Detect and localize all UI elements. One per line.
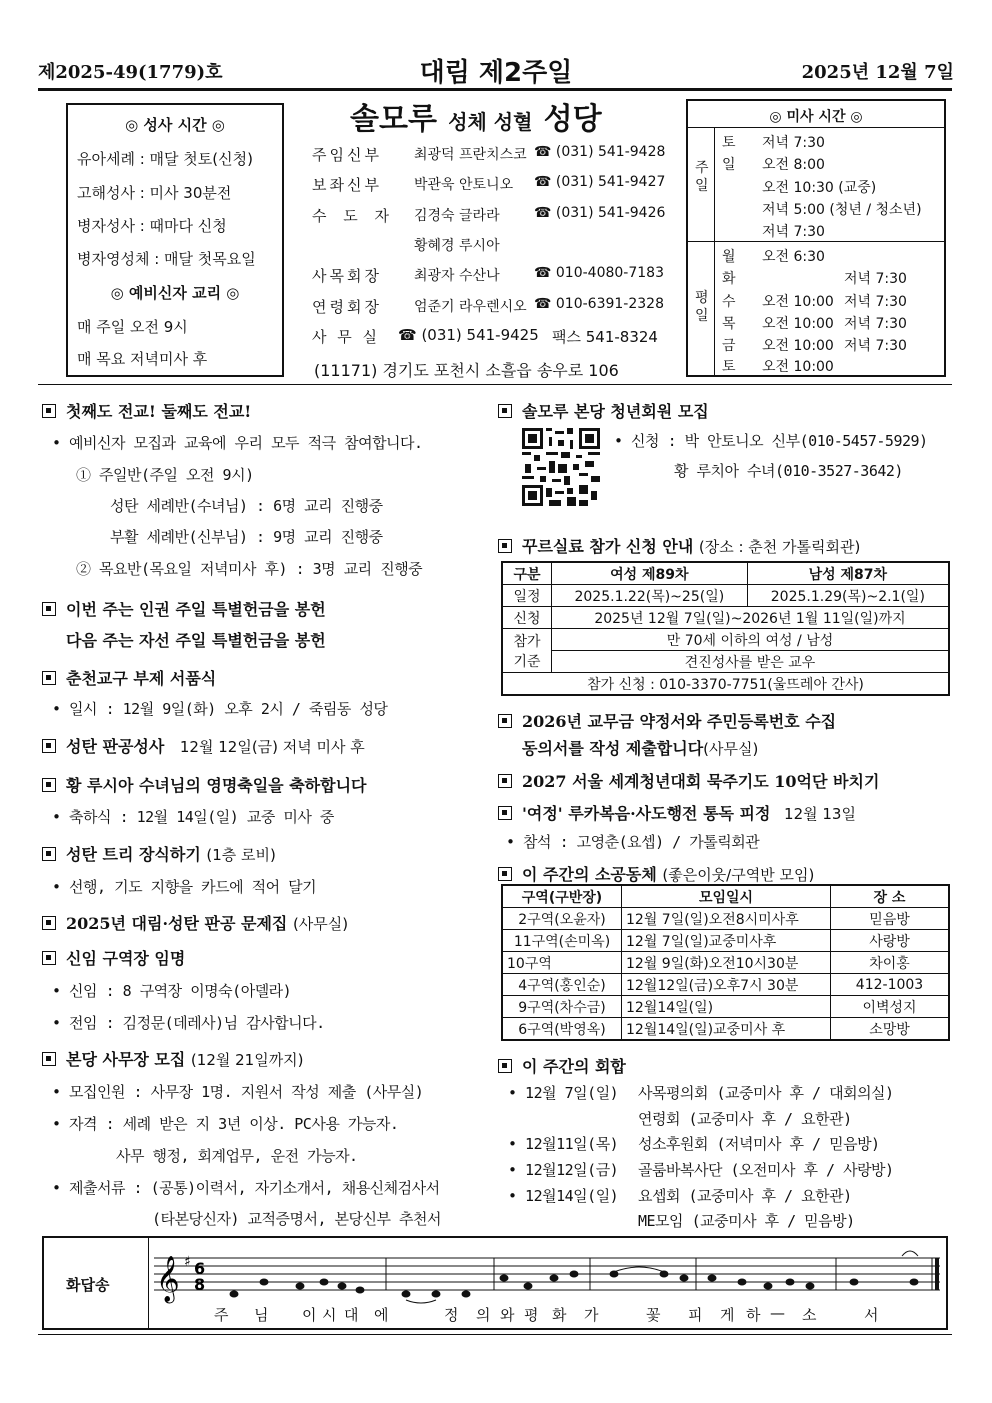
parish-address: (11171) 경기도 포천시 소흘읍 송우로 106: [314, 361, 619, 380]
staff-phone: ☎ 010-4080-7183: [534, 265, 664, 281]
text-line: ① 주일반(주일 오전 9시): [76, 466, 254, 484]
section-title: 이 주간의 소공동체: [522, 865, 657, 884]
staff-role: 사목회장: [312, 267, 382, 285]
lyric-syllable: 님: [254, 1306, 269, 1324]
table-header: 여성 제89차: [552, 562, 748, 585]
text-line: • 자격 : 세례 받은 지 3년 이상. PC사용 가능자.: [52, 1115, 399, 1133]
text-line: • 선행, 기도 지향을 카드에 적어 달기: [52, 878, 317, 896]
section-heading: [42, 597, 326, 620]
section-rule: [38, 384, 952, 385]
text-line: • 전임 : 김정문(데레사)님 감사합니다.: [52, 1014, 325, 1032]
section-title: 첫째도 전교! 둘째도 전교!: [66, 402, 252, 421]
catechism-title: ◎ 예비신자 교리 ◎: [110, 284, 240, 302]
lyric-syllable: 피: [688, 1306, 703, 1324]
text-line: • 축하식 : 12월 14일(일) 교중 미사 중: [52, 808, 334, 826]
staff-role: 수 도 자: [312, 207, 396, 225]
section-title: 황 루시아 수녀님의 영명축일을 축하합니다: [66, 776, 367, 795]
meeting-desc: 골룸바복사단 (오전미사 후 / 사랑방): [638, 1161, 894, 1179]
mass-title: ◎ 미사 시간 ◎: [769, 109, 863, 125]
bullet-square-icon: [42, 847, 56, 861]
mass-title-rule: [688, 127, 944, 128]
issue-number: 제2025-49(1779)호: [38, 62, 223, 83]
parish-name-main: 솔모루: [350, 102, 437, 137]
table-cell: 2025.1.29(목)~2.1(일): [747, 585, 949, 607]
meeting-desc: ME모임 (교중미사 후 / 믿음방): [638, 1212, 855, 1230]
section-subtitle: 12월 12일(금) 저녁 미사 후: [179, 738, 365, 756]
bullet-square-icon: [42, 1052, 56, 1066]
table-cell: 12월 7일(일)교중미사후: [622, 930, 831, 952]
staff-role: 보좌신부: [312, 176, 382, 194]
table-header: 장 소: [831, 885, 950, 908]
table-cell: 11구역(손미옥): [502, 930, 622, 952]
table-row: [502, 952, 949, 974]
text-line: • 예비신자 모집과 교육에 우리 모두 적극 참여합니다.: [52, 434, 423, 452]
svg-text:6: 6: [194, 1259, 206, 1278]
mass-day: 수: [722, 294, 736, 310]
bullet-square-icon: [498, 774, 512, 788]
table-header: 구역(구반장): [502, 885, 622, 908]
section-heading: [498, 709, 836, 732]
text-line: 성탄 세례반(수녀님) : 6명 교리 진행중: [110, 497, 383, 515]
section-heading: [42, 666, 216, 689]
section-title: 이 주간의 회합: [522, 1057, 626, 1076]
catechism-line: 매 주일 오전 9시: [77, 318, 188, 336]
bullet-square-icon: [498, 404, 512, 418]
office-role: 사 무 실: [312, 328, 381, 346]
section-heading: [498, 1054, 626, 1077]
section-title: 꾸르실료 참가 신청 안내: [522, 537, 694, 556]
mass-section-rule: [688, 241, 944, 242]
page-title: 대림 제2주일: [419, 58, 573, 88]
sacrament-box: [66, 103, 284, 377]
staff-phone: ☎ (031) 541-9427: [534, 174, 666, 190]
staff-phone: ☎ 010-6391-2328: [534, 296, 664, 312]
sacrament-line: 병자성사 : 때마다 신청: [77, 217, 227, 235]
qr-code-icon: [522, 428, 600, 506]
lyric-syllable: 서: [864, 1306, 879, 1324]
table-cell: 이벽성지: [831, 996, 950, 1018]
bullet-square-icon: [498, 867, 512, 881]
table-cell: 412-1003: [831, 974, 950, 996]
meeting-date: • 12월 7일(일): [508, 1084, 619, 1102]
crit-label: 참가: [513, 633, 541, 650]
staff-name: 엄준기 라우렌시오: [414, 299, 527, 315]
lyric-syllable: 화: [552, 1306, 567, 1324]
lyric-syllable: 이: [302, 1306, 317, 1324]
section-subtitle: (12월 21일까지): [190, 1051, 304, 1069]
table-cell: 참가 신청 : 010-3370-7751(울뜨레아 간사): [502, 673, 949, 696]
table-cell: 일정: [502, 585, 552, 607]
lyric-syllable: 소: [802, 1306, 817, 1324]
sunday-label: 주일: [695, 160, 709, 194]
psalm-lyrics: [214, 1304, 914, 1326]
bullet-square-icon: [498, 806, 512, 820]
section-subtitle: (좋은이웃/구역반 모임): [662, 866, 815, 884]
mass-day: 화: [722, 271, 736, 287]
lyric-syllable: 와: [500, 1306, 515, 1324]
table-row: [502, 996, 949, 1018]
table-cell: 차이홍: [831, 952, 950, 974]
table-cell: 12월12일(금)오후7시 30분: [622, 974, 831, 996]
table-header: 구분: [502, 562, 552, 585]
community-table: [501, 884, 950, 1041]
mass-time: 저녁 7:30: [844, 271, 907, 287]
section-title: 춘천교구 부제 서품식: [66, 669, 217, 688]
mass-time: 오전 10:30 (교중): [762, 180, 877, 196]
mass-time: 오전 10:00: [762, 338, 834, 354]
table-cell: 견진성사를 받은 교우: [552, 651, 950, 673]
sacrament-line: 유아세례 : 매달 첫토(신청): [77, 150, 253, 168]
sacrament-title: ◎ 성사 시간 ◎: [125, 116, 225, 134]
meeting-date: • 12월11일(목): [508, 1135, 619, 1153]
bullet-square-icon: [498, 1059, 512, 1073]
psalm-label: 화답송: [66, 1276, 110, 1294]
text-line: 사무 행정, 회계업무, 운전 가능자.: [116, 1147, 358, 1165]
staff-name: 최광자 수산나: [414, 268, 500, 284]
svg-text:8: 8: [194, 1275, 206, 1294]
bullet-square-icon: [498, 714, 512, 728]
issue-date: 2025년 12월 7일: [801, 62, 954, 83]
section-title: 성탄 판공성사: [66, 737, 165, 756]
table-header: 남성 제87차: [747, 562, 949, 585]
mass-day: 토: [722, 359, 736, 375]
text-line: (타본당신자) 교적증명서, 본당신부 추천서: [152, 1210, 442, 1228]
crit-label: 기준: [513, 653, 541, 670]
bullet-square-icon: [42, 404, 56, 418]
text-line: 부활 세례반(신부님) : 9명 교리 진행중: [110, 528, 383, 546]
sacrament-line: 병자영성체 : 매달 첫목요일: [77, 250, 256, 268]
section-heading: [42, 773, 367, 796]
mass-time: 저녁 7:30: [762, 135, 825, 151]
section-heading: [498, 862, 814, 885]
mass-day: 일: [722, 157, 736, 173]
section-subtitle: (장소 : 춘천 가톨릭회관): [698, 538, 861, 556]
sacrament-line: 고해성사 : 미사 30분전: [77, 184, 232, 202]
mass-time: 오전 10:00: [762, 359, 834, 375]
mass-time: 저녁 5:00 (청년 / 청소년): [762, 202, 922, 218]
table-cell: 사랑방: [831, 930, 950, 952]
psalm-divider: [148, 1238, 149, 1328]
staff-phone: ☎ (031) 541-9428: [534, 144, 666, 160]
staff-name: 박관욱 안토니오: [414, 177, 514, 193]
section-heading: [42, 734, 365, 757]
table-cell: 믿음방: [831, 908, 950, 930]
staff-name: 황혜경 루시아: [414, 238, 500, 254]
section-title-2: [522, 736, 758, 759]
bullet-square-icon: [42, 671, 56, 685]
parish-name-end: 성당: [543, 102, 602, 137]
meeting-date: • 12월12일(금): [508, 1161, 619, 1179]
parish-name: [350, 94, 602, 138]
section-title: 신임 구역장 임명: [66, 949, 186, 968]
mass-time: 저녁 7:30: [844, 338, 907, 354]
table-row: [502, 974, 949, 996]
lyric-syllable: 하: [746, 1306, 761, 1324]
text-line: • 제출서류 : (공통)이력서, 자기소개서, 채용신체검사서: [52, 1179, 440, 1197]
psalm-box: [42, 1236, 948, 1330]
mass-time: 저녁 7:30: [762, 224, 825, 240]
staff-phone: ☎ (031) 541-9426: [534, 205, 666, 221]
bullet-square-icon: [498, 539, 512, 553]
text-line: • 일시 : 12월 9일(화) 오후 2시 / 죽림동 성당: [52, 700, 388, 718]
section-title: 이번 주는 인권 주일 특별헌금을 봉헌: [66, 600, 326, 619]
text-line: • 모집인원 : 사무장 1명. 지원서 작성 제출 (사무실): [52, 1083, 424, 1101]
lyric-syllable: 평: [524, 1306, 539, 1324]
lyric-syllable: 시: [322, 1306, 337, 1324]
section-title-2: 다음 주는 자선 주일 특별헌금을 봉헌: [66, 631, 326, 650]
table-cell: 2구역(오윤자): [502, 908, 622, 930]
lyric-syllable: 대: [344, 1306, 359, 1324]
footer-rule: [38, 1334, 952, 1335]
table-cell: 신청: [502, 607, 552, 629]
mass-time: 오전 10:00: [762, 316, 834, 332]
staff-name: 최광덕 프란치스코: [414, 147, 527, 163]
table-cell: 9구역(차수금): [502, 996, 622, 1018]
section-title: 2025년 대림·성탄 판공 문제집: [66, 914, 288, 933]
section-heading: [42, 842, 276, 865]
section-subtitle: (사무실): [292, 915, 349, 933]
mass-day-rule: [714, 127, 715, 375]
meeting-desc: 연령회 (교중미사 후 / 요한관): [638, 1110, 852, 1128]
parish-name-mid: 성체 성혈: [448, 110, 533, 134]
svg-text:♯: ♯: [184, 1254, 191, 1270]
section-title: 2027 서울 세계청년대회 묵주기도 10억단 바치기: [522, 772, 880, 791]
section-subtitle: (1층 로비): [206, 846, 276, 864]
mass-day: 목: [722, 316, 736, 332]
table-row: [502, 908, 949, 930]
table-cell: 4구역(홍인순): [502, 974, 622, 996]
section-heading: [42, 399, 251, 422]
section-subtitle: (사무실): [703, 740, 759, 758]
meeting-date: • 12월14일(일): [508, 1187, 619, 1205]
section-heading: [498, 801, 856, 824]
mass-day: 월: [722, 249, 736, 265]
table-cell: 12월14일(일)교중미사 후: [622, 1018, 831, 1041]
staff-role: 주임신부: [312, 146, 382, 164]
table-row: [502, 1018, 949, 1041]
mass-day: 토: [722, 135, 736, 151]
lyric-syllable: 에: [374, 1306, 389, 1324]
lyric-syllable: 가: [584, 1306, 599, 1324]
table-cell: 12월 9일(화)오전10시30분: [622, 952, 831, 974]
text-line: 황 루치아 수녀(010-3527-3642): [674, 462, 903, 480]
mass-time: 오전 6:30: [762, 249, 825, 265]
bullet-square-icon: [42, 778, 56, 792]
lyric-syllable: —: [770, 1304, 785, 1322]
lyric-syllable: 게: [720, 1306, 735, 1324]
text-line: • 신청 : 박 안토니오 신부(010-5457-5929): [614, 432, 928, 450]
section-heading: [42, 946, 185, 969]
text-line: • 참석 : 고영춘(요셉) / 가톨릭회관: [506, 833, 760, 851]
table-cell: 12월14일(일): [622, 996, 831, 1018]
table-cell: 소망방: [831, 1018, 950, 1041]
table-cell: 10구역: [502, 952, 622, 974]
section-heading: [498, 399, 709, 422]
lyric-syllable: 의: [476, 1306, 491, 1324]
psalm-music-staff: [154, 1244, 940, 1304]
table-cell: [502, 629, 552, 673]
bullet-square-icon: [42, 951, 56, 965]
section-title-2-text: 동의서를 작성 제출합니다: [522, 739, 704, 758]
text-line: • 신임 : 8 구역장 이명숙(아델라): [52, 982, 292, 1000]
lyric-syllable: 주: [214, 1306, 229, 1324]
section-title: 2026년 교무금 약정서와 주민등록번호 수집: [522, 712, 837, 731]
table-header: 모임일시: [622, 885, 831, 908]
section-title: 본당 사무장 모집: [66, 1050, 186, 1069]
bullet-square-icon: [42, 916, 56, 930]
weekday-label: 평일: [695, 290, 709, 324]
lyric-syllable: 꽃: [646, 1306, 661, 1324]
header-rule: [38, 88, 952, 91]
table-cell: 만 70세 이하의 여성 / 남성: [552, 629, 950, 651]
table-row: [502, 930, 949, 952]
table-cell: 12월 7일(일)오전8시미사후: [622, 908, 831, 930]
mass-row: [722, 132, 736, 152]
section-heading: [42, 1047, 304, 1070]
office-fax: 팩스 541-8324: [552, 328, 658, 346]
section-heading: [42, 911, 348, 934]
bullet-square-icon: [42, 739, 56, 753]
meeting-desc: 사목평의회 (교중미사 후 / 대회의실): [638, 1084, 894, 1102]
table-cell: 6구역(박영옥): [502, 1018, 622, 1041]
section-heading: [498, 769, 879, 792]
mass-day: 금: [722, 338, 736, 354]
section-title: 성탄 트리 장식하기: [66, 845, 201, 864]
mass-time: 오전 8:00: [762, 157, 825, 173]
cursillo-table: [501, 561, 950, 696]
mass-time: 오전 10:00: [762, 294, 834, 310]
section-title: 솔모루 본당 청년회원 모집: [522, 402, 709, 421]
office-phone: ☎ (031) 541-9425: [398, 326, 539, 344]
staff-role: 연령회장: [312, 298, 382, 316]
catechism-line: 매 목요 저녁미사 후: [77, 350, 208, 368]
section-heading: [498, 534, 860, 557]
text-line: ② 목요반(목요일 저녁미사 후) : 3명 교리 진행중: [76, 560, 423, 578]
meeting-desc: 요셉회 (교중미사 후 / 요한관): [638, 1187, 852, 1205]
staff-name: 김경숙 글라라: [414, 208, 500, 224]
section-subtitle: 12월 13일: [784, 805, 856, 823]
mass-time: 저녁 7:30: [844, 294, 907, 310]
meeting-desc: 성소후원회 (저녁미사 후 / 믿음방): [638, 1135, 880, 1153]
bullet-square-icon: [42, 602, 56, 616]
table-cell: 2025.1.22(목)~25(일): [552, 585, 748, 607]
mass-time: 저녁 7:30: [844, 316, 907, 332]
section-title: '여정' 루카복음·사도행전 통독 피정: [522, 804, 771, 823]
svg-text:𝄞: 𝄞: [156, 1256, 180, 1302]
table-cell: 2025년 12월 7일(일)~2026년 1월 11일(일)까지: [552, 607, 950, 629]
mass-box: [686, 99, 946, 377]
lyric-syllable: 정: [444, 1306, 459, 1324]
